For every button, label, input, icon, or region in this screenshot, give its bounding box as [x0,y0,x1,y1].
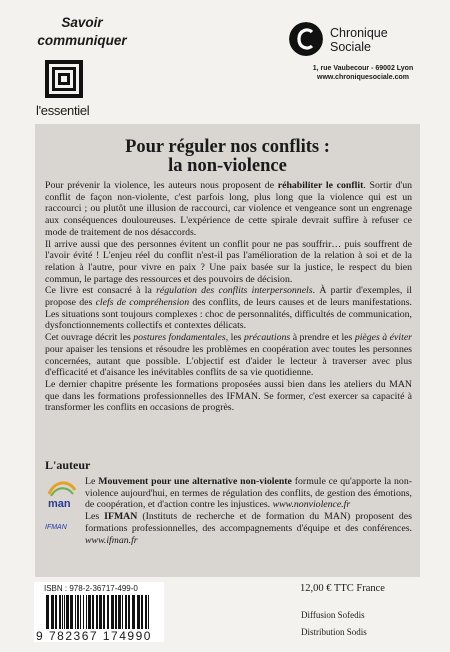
blurb-paragraph-5: Le dernier chapitre présente les formations proposées aussi bien dans les ateliers du MAN que dans les formations professionnelles des IFMAN. Se former, c'est exercer sa capacité à transformer les conflits en occasions de progrès. [45,378,412,414]
barcode-bar [141,595,143,629]
barcode-digits: 9 782367 174990 [36,629,152,643]
man-description: Le Mouvement pour une alternative non-violente formule ce qu'apporte la non-violence aujourd'hui, en termes de régulation des conflits, de gestion des émotions, de coopération, et d'action contre les injustices. www.nonviolence.fr [85,476,412,511]
publisher-name-line2: Sociale [330,40,371,54]
barcode-bar [92,595,94,629]
barcode-bar [51,595,54,629]
barcode-bar [118,595,121,629]
book-title-line2: la non-violence [168,156,287,176]
series-logo-icon [45,60,83,98]
series-title-line1: Savoir [61,15,103,30]
barcode-bar [96,595,98,629]
blurb-paragraph-1: Pour prévenir la violence, les auteurs nous proposent de réhabiliter le conflit. Sortir d'un conflit de façon non-violente, c'est parfois long, plus long que la violence qui est un raccourci ; ou plutôt une illusion de raccourci, car violence et vengeance sont un engrenage aux conséquences douloureuses. L'expérience de cette spirale devrait suffire à refuser ce mode de traitement de nos désaccords. [45,180,412,238]
blurb-paragraph-3: Ce livre est consacré à la régulation des conflits interpersonnels. À partir d'exemples, il propose des clefs de compréhension des conflits, de leurs causes et de leurs manifestations. Les situations sont toujours complexes : choc de personnalités, difficultés de communication, dysfonctionnements collectifs et contextes délicats. [45,285,412,332]
barcode-bar [75,595,76,629]
publisher-name [330,26,388,54]
barcode-bar [80,595,81,629]
barcode-bar [145,595,147,629]
barcode-icon [44,595,154,629]
book-title [35,138,420,176]
book-title-line1: Pour réguler nos conflits : [125,137,330,157]
publisher-address [288,64,438,82]
barcode-bar [64,595,65,629]
publisher-logo-icon [289,22,323,56]
barcode-bar [122,595,123,629]
publisher-name-line1: Chronique [330,26,388,40]
svg-text:man: man [48,498,71,510]
barcode-bar [77,595,79,629]
distribution: Distribution Sodis [301,627,367,637]
publisher-street: 1, rue Vaubecour - 69002 Lyon [312,65,414,72]
barcode-bar [66,595,69,629]
barcode-bar [83,595,84,629]
barcode-bar [125,595,127,629]
barcode-bar [86,595,87,629]
isbn: ISBN : 978-2-36717-499-0 [44,584,138,593]
barcode-bar [46,595,49,629]
barcode-bar [59,595,61,629]
barcode-bar [128,595,130,629]
series-title-line2: communiquer [37,33,127,48]
summary-panel [35,124,420,577]
price: 12,00 € TTC France [300,583,385,594]
publisher-website: www.chroniquesociale.com [317,74,409,81]
author-block [45,476,412,546]
diffusion: Diffusion Sofedis [301,610,365,620]
series-title [34,14,130,50]
barcode-bar [55,595,57,629]
barcode-bar [88,595,91,629]
barcode-bar [111,595,114,629]
barcode-bar [132,595,135,629]
barcode-bar [99,595,102,629]
ifman-description: Les IFMAN (Instituts de recherche et de formation du MAN) proposent des formations professionnelles, des accompagnements d'équipe et des conférences. www.ifman.fr [85,511,412,546]
series-subtitle: l'essentiel [36,103,90,118]
author-heading: L'auteur [45,458,91,472]
blurb [45,180,412,414]
barcode-bar [62,595,63,629]
ifman-logo-icon: IFMAN [45,524,67,531]
barcode-bar [70,595,73,629]
barcode-bar [115,595,117,629]
barcode-bar [103,595,105,629]
blurb-paragraph-2: Il arrive aussi que des personnes évitent un conflit pour ne pas souffrir… puis souffrent de l'avoir évité ! L'enjeu réel du conflit n'est-il pas l'amélioration de la relation à soi et de la relation à l'autre, pour vivre en paix ? Une paix basée sur la justice, le respect du bien commun, le partage des ressources et des pouvoirs de décision. [45,238,412,285]
barcode-bar [137,595,140,629]
blurb-paragraph-4: Cet ouvrage décrit les postures fondamentales, les précautions à prendre et les pièges à éviter pour apaiser les tensions et résoudre les problèmes en coopération avec toutes les personnes concernées, autant que possible. L'objectif est d'aider le lecteur à traverser avec plus d'efficacité et d'aisance les inévitables conflits de sa vie quotidienne. [45,332,412,379]
barcode-bar [148,595,149,629]
barcode-bar [107,595,109,629]
